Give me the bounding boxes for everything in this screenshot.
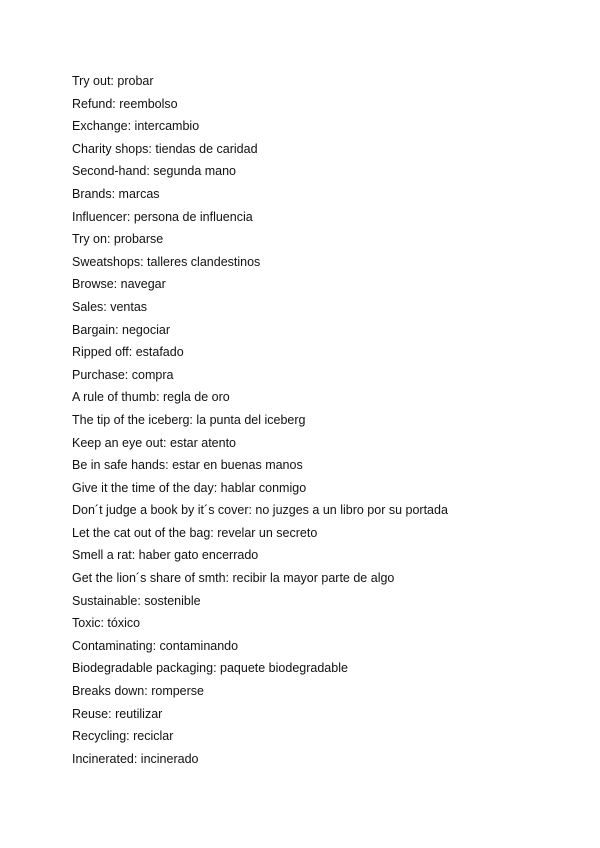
vocabulary-list [72, 70, 448, 770]
vocab-entry: Reuse: reutilizar [72, 706, 163, 721]
vocab-entry: Keep an eye out: estar atento [72, 435, 237, 450]
vocab-entry: Sales: ventas [72, 299, 148, 314]
vocab-entry: Refund: reembolso [72, 96, 178, 111]
vocab-entry: Recycling: reciclar [72, 729, 174, 744]
vocab-entry: Purchase: compra [72, 367, 174, 382]
vocab-entry: Be in safe hands: estar en buenas manos [72, 458, 303, 473]
vocab-entry: Smell a rat: haber gato encerrado [72, 548, 259, 563]
vocab-entry: Second-hand: segunda mano [72, 164, 237, 179]
vocab-entry: Brands: marcas [72, 186, 160, 201]
vocab-entry: The tip of the iceberg: la punta del iceberg [72, 412, 306, 427]
vocab-entry: Let the cat out of the bag: revelar un secreto [72, 525, 318, 540]
vocab-entry: Try out: probar [72, 74, 154, 88]
vocab-entry: Contaminating: contaminando [72, 638, 239, 653]
vocab-entry: Bargain: negociar [72, 322, 170, 337]
vocab-entry: Charity shops: tiendas de caridad [72, 141, 258, 156]
vocab-entry: Exchange: intercambio [72, 119, 200, 134]
vocab-entry: Try on: probarse [72, 232, 164, 247]
vocab-entry: Influencer: persona de influencia [72, 209, 253, 224]
vocab-entry: A rule of thumb: regla de oro [72, 390, 230, 405]
vocab-entry: Toxic: tóxico [72, 616, 141, 631]
vocab-entry: Give it the time of the day: hablar conmigo [72, 480, 307, 495]
vocab-entry: Ripped off: estafado [72, 345, 184, 360]
vocab-entry: Don´t judge a book by it´s cover: no juzges a un libro por su portada [72, 503, 448, 518]
vocab-entry: Sweatshops: talleres clandestinos [72, 254, 261, 269]
vocab-entry: Breaks down: romperse [72, 684, 205, 699]
vocab-entry: Get the lion´s share of smth: recibir la mayor parte de algo [72, 571, 395, 586]
vocab-entry: Sustainable: sostenible [72, 593, 201, 608]
vocab-entry: Biodegradable packaging: paquete biodegradable [72, 661, 348, 676]
vocab-entry: Browse: navegar [72, 277, 166, 292]
vocab-entry: Incinerated: incinerado [72, 751, 199, 766]
